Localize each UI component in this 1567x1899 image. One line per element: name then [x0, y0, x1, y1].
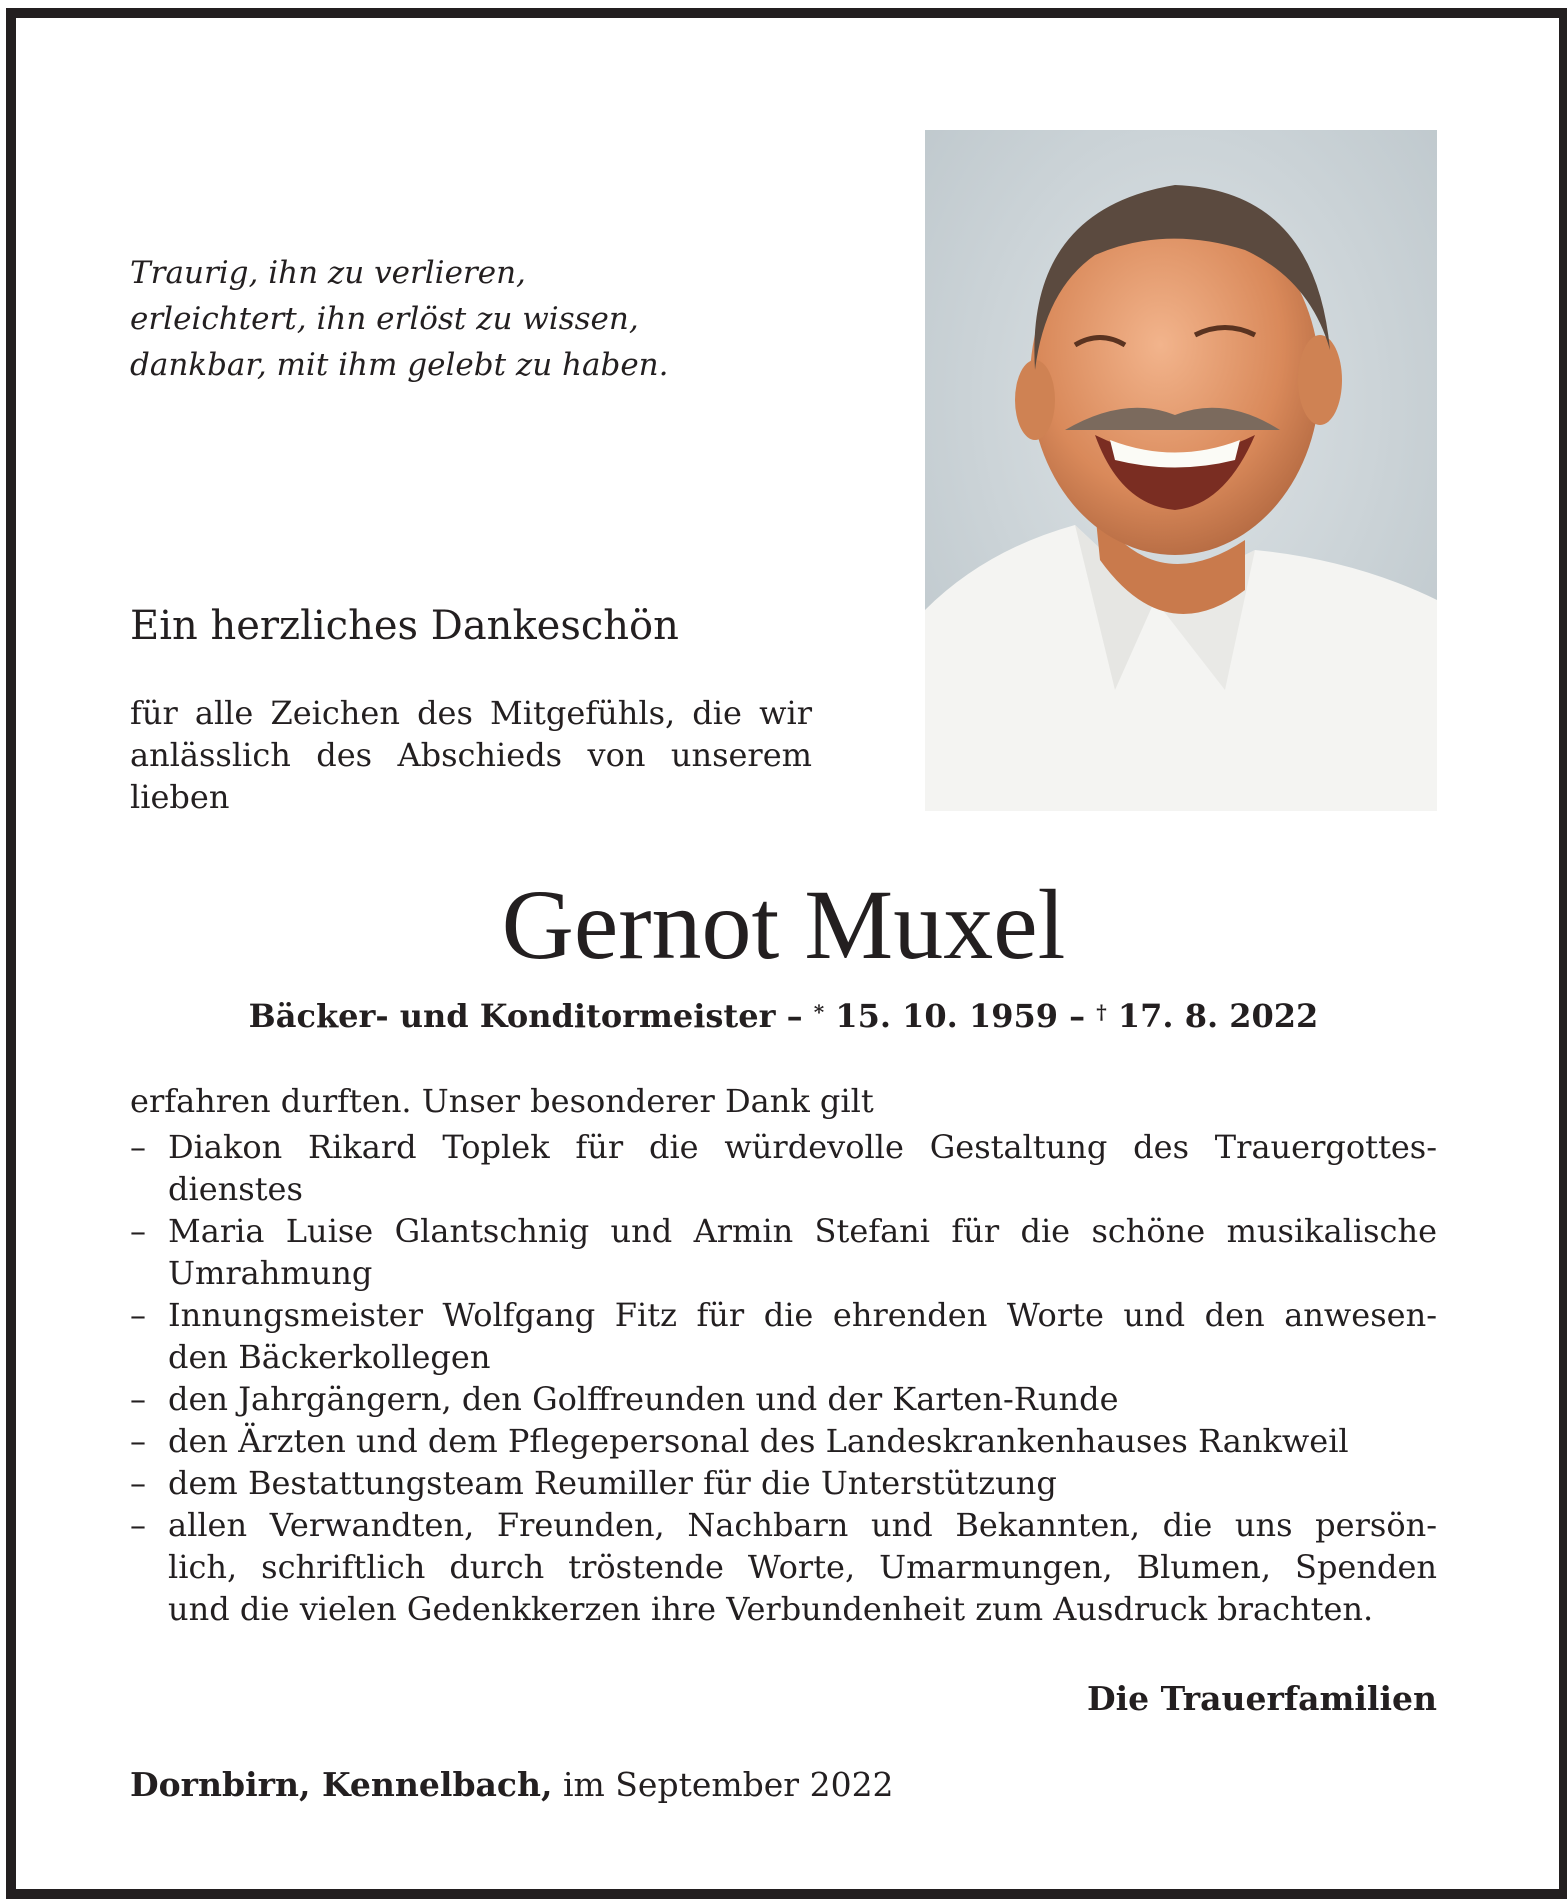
list-dash: – — [130, 1296, 146, 1334]
thanks-heading: Ein herzliches Dankeschön — [130, 603, 679, 649]
intro-line: anlässlich des Abschieds von unserem — [130, 736, 812, 774]
list-item-line: allen Verwandten, Freunden, Nachbarn und Bekannten, die uns persön- — [168, 1506, 1437, 1544]
death-date: 17. 8. 2022 — [1106, 997, 1319, 1035]
deceased-name: Gernot Muxel — [501, 869, 1066, 980]
intro-line: für alle Zeichen des Mitgefühls, die wir — [130, 694, 812, 732]
list-item-line: und die vielen Gedenkkerzen ihre Verbundenheit zum Ausdruck brachten. — [168, 1590, 1374, 1628]
body-lead: erfahren durften. Unser besonderer Dank gilt — [130, 1082, 874, 1120]
signature: Die Trauerfamilien — [1086, 1679, 1437, 1718]
list-item-line: den Jahrgängern, den Golffreunden und der Karten-Runde — [168, 1380, 1119, 1418]
list-dash: – — [130, 1380, 146, 1418]
intro-line: lieben — [130, 778, 230, 816]
list-dash: – — [130, 1506, 146, 1544]
thanks-list-item — [130, 1378, 1437, 1420]
separator: – — [1058, 997, 1097, 1035]
thanks-list-item — [130, 1126, 1437, 1210]
place-towns: Dornbirn, Kennelbach, — [130, 1765, 553, 1804]
thanks-list-item — [130, 1504, 1437, 1630]
list-item-line: lich, schriftlich durch tröstende Worte, Umarmungen, Blumen, Spenden — [168, 1548, 1437, 1586]
list-dash: – — [130, 1128, 146, 1166]
place-month: im September 2022 — [552, 1765, 894, 1804]
thanks-list-item — [130, 1462, 1437, 1504]
place-date — [130, 1763, 894, 1807]
thanks-list-item — [130, 1294, 1437, 1378]
list-item-line: Innungsmeister Wolfgang Fitz für die ehrenden Worte und den anwesen- — [168, 1296, 1437, 1334]
memorial-quote — [130, 250, 770, 388]
list-item-line: dem Bestattungsteam Reumiller für die Unterstützung — [168, 1464, 1057, 1502]
list-dash: – — [130, 1422, 146, 1460]
list-item-line: Maria Luise Glantschnig und Armin Stefani für die schöne musikalische — [168, 1212, 1437, 1250]
deceased-details — [0, 995, 1567, 1037]
birth-date: 15. 10. 1959 — [824, 997, 1058, 1035]
portrait-photo — [925, 130, 1437, 811]
quote-line: erleichtert, ihn erlöst zu wissen, — [130, 301, 639, 337]
profession: Bäcker- und Konditormeister — [248, 997, 776, 1035]
list-item-line: dienstes — [168, 1170, 303, 1208]
list-item-line: den Ärzten und dem Pflegepersonal des Landeskrankenhauses Rankweil — [168, 1422, 1349, 1460]
list-item-line: Umrahmung — [168, 1254, 373, 1292]
death-symbol: † — [1096, 1000, 1107, 1024]
list-dash: – — [130, 1464, 146, 1502]
separator: – — [775, 997, 814, 1035]
thanks-list — [130, 1126, 1437, 1630]
quote-line: Traurig, ihn zu verlieren, — [130, 255, 526, 291]
thanks-intro — [130, 692, 812, 818]
list-dash: – — [130, 1212, 146, 1250]
thanks-list-item — [130, 1420, 1437, 1462]
thanks-list-item — [130, 1210, 1437, 1294]
birth-symbol: * — [813, 1000, 825, 1024]
quote-line: dankbar, mit ihm gelebt zu haben. — [130, 347, 669, 383]
list-item-line: Diakon Rikard Toplek für die würdevolle Gestaltung des Trauergottes- — [168, 1128, 1437, 1166]
list-item-line: den Bäckerkollegen — [168, 1338, 491, 1376]
